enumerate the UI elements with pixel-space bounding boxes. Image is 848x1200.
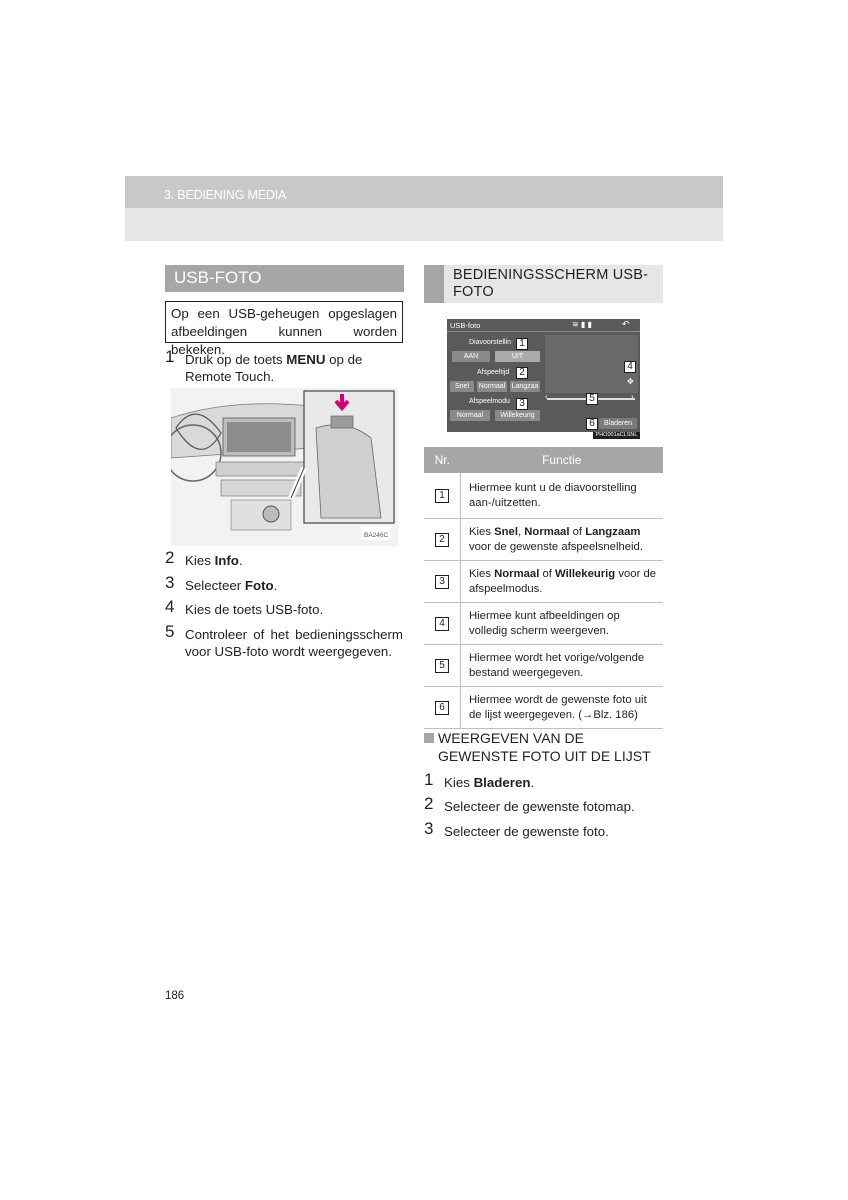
col-header-functie: Functie <box>461 447 664 473</box>
right-step-1: 1 Kies Bladeren. <box>424 770 535 790</box>
chapter-header-subband <box>125 208 723 241</box>
label-diavoorstelling: Diavoorstellin <box>469 339 512 346</box>
row-number-cell <box>424 473 461 519</box>
page-number: 186 <box>165 990 185 1002</box>
button-snel: Snel <box>450 381 474 392</box>
row-number-box: 5 <box>435 659 449 673</box>
intro-box: Op een USB-geheugen opgeslagen afbeeldingen kunnen worden bekeken. <box>165 301 403 343</box>
row-function-cell: Kies Normaal of Willekeurig voor de afspeelmodus. <box>461 561 664 603</box>
heading-square-marker <box>424 733 434 743</box>
left-step-4: 4 Kies de toets USB-foto. <box>165 597 324 617</box>
callout-1: 1 <box>516 338 528 350</box>
function-table <box>424 447 663 729</box>
figure-code: BA246C <box>364 532 389 539</box>
section-heading-bedieningsscherm <box>424 265 663 303</box>
row-function-cell: Hiermee kunt afbeeldingen op volledig scherm weergeven. <box>461 603 664 645</box>
table-row <box>424 561 663 603</box>
table-row <box>424 473 663 519</box>
left-step-1: 1 Druk op de toets MENU op de Remote Touch. <box>165 347 363 384</box>
callout-2: 2 <box>516 367 528 379</box>
left-step-3: 3 Selecteer Foto. <box>165 573 278 593</box>
row-number-cell <box>424 603 461 645</box>
table-header-row <box>424 447 663 473</box>
status-icons: ≋ ▮ ▮ <box>572 320 592 329</box>
row-number-cell <box>424 645 461 687</box>
left-step-5: 5 Controleer of het bedieningsscherm voor USB-foto wordt weergegeven. <box>165 622 403 659</box>
button-bladeren: Bladeren <box>599 418 637 429</box>
dashboard-illustration <box>171 388 398 546</box>
next-arrow-icon: › <box>631 392 634 401</box>
right-step-2: 2 Selecteer de gewenste fotomap. <box>424 794 635 814</box>
label-afspeeltijd: Afspeeltijd <box>477 369 510 376</box>
row-number-cell <box>424 687 461 729</box>
callout-4: 4 <box>624 361 636 373</box>
button-normaal-mode: Normaal <box>450 410 490 421</box>
row-function-cell: Kies Snel, Normaal of Langzaam voor de gewenste afspeelsnelheid. <box>461 519 664 561</box>
row-number-box: 6 <box>435 701 449 715</box>
label-afspeelmodus: Afspeelmodu <box>469 398 510 405</box>
row-number-box: 4 <box>435 617 449 631</box>
row-number-box: 1 <box>435 489 449 503</box>
chapter-title: 3. BEDIENING MEDIA <box>164 188 287 202</box>
row-number-cell <box>424 561 461 603</box>
row-function-cell: Hiermee wordt het vorige/volgende bestand weergegeven. <box>461 645 664 687</box>
screen-title: USB-foto <box>450 321 481 330</box>
row-number-cell <box>424 519 461 561</box>
heading-accent-bar <box>424 265 444 303</box>
callout-5: 5 <box>586 393 598 405</box>
usb-foto-screen-illustration <box>447 319 640 432</box>
button-aan: AAN <box>452 351 490 362</box>
screen-figure-code: PHO001aCLSNL <box>593 432 640 439</box>
step-number: 1 <box>165 347 175 366</box>
prev-arrow-icon: ‹ <box>545 392 548 401</box>
section-heading-usb-foto <box>165 265 404 292</box>
table-row <box>424 687 663 729</box>
right-step-3: 3 Selecteer de gewenste foto. <box>424 819 609 839</box>
table-row <box>424 645 663 687</box>
row-number-box: 3 <box>435 575 449 589</box>
button-normaal-speed: Normaal <box>478 383 506 390</box>
section-heading-text: USB-FOTO <box>174 268 262 287</box>
table-row <box>424 603 663 645</box>
row-function-cell: Hiermee wordt de gewenste foto uit de lijst weergegeven. (→Blz. 186) <box>461 687 664 729</box>
button-langzaam: Langzaa <box>511 383 539 390</box>
left-step-2: 2 Kies Info. <box>165 548 243 568</box>
callout-6: 6 <box>586 418 598 430</box>
callout-3: 3 <box>516 398 528 410</box>
row-number-box: 2 <box>435 533 449 547</box>
section-heading-text: BEDIENINGSSCHERM USB-FOTO <box>453 267 649 300</box>
back-arrow-icon: ↶ <box>622 319 630 329</box>
table-row <box>424 519 663 561</box>
fullscreen-icon: ✥ <box>627 377 634 386</box>
button-willekeurig: Willekeurig <box>495 410 540 421</box>
button-uit: UIT <box>495 351 540 362</box>
row-function-cell: Hiermee kunt u de diavoorstelling aan-/uitzetten. <box>461 473 664 519</box>
col-header-nr: Nr. <box>424 447 461 473</box>
